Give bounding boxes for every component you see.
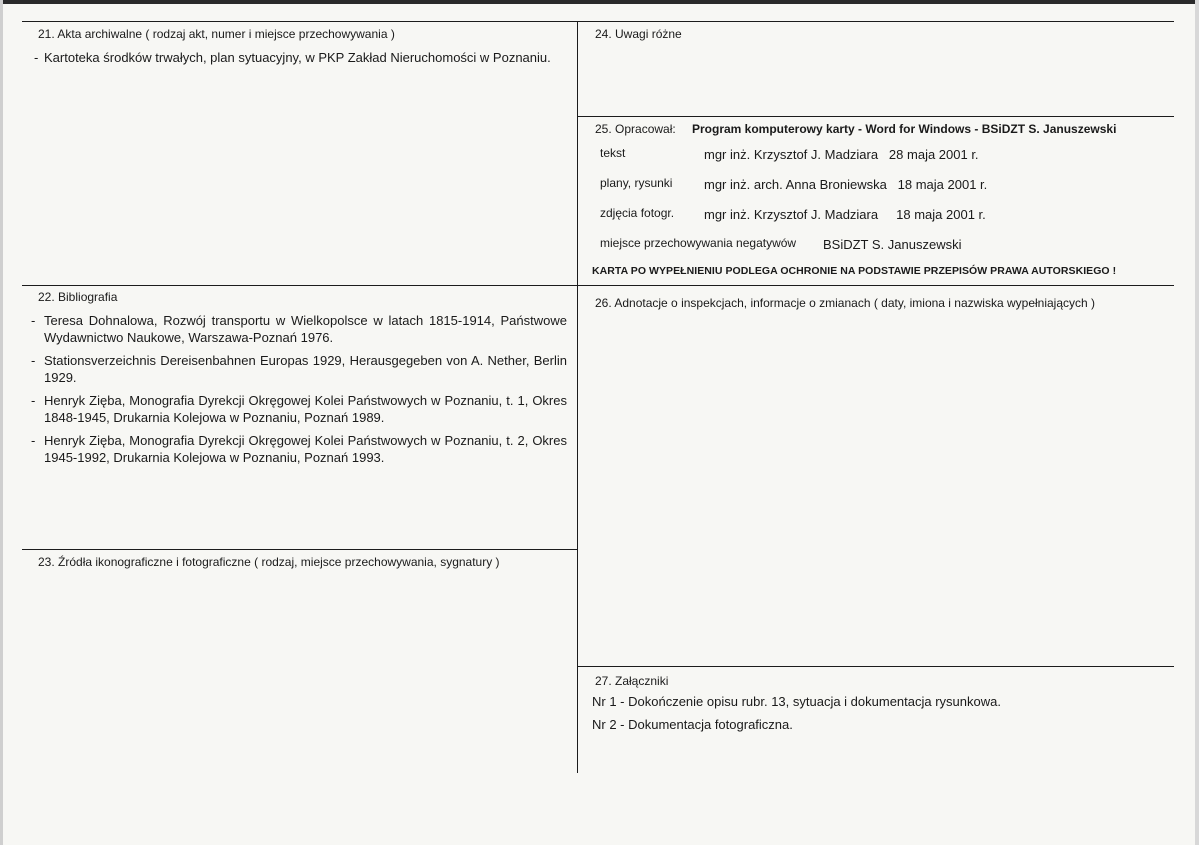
negatives-location-value: BSiDZT S. Januszewski: [823, 237, 962, 252]
section-21-item-dash: -: [34, 50, 39, 65]
author-row-label: zdjęcia fotogr.: [600, 206, 675, 220]
divider-22-23: [22, 549, 577, 550]
bibliography-item: Henryk Zięba, Monografia Dyrekcji Okręgowej Kolei Państwowych w Poznaniu, t. 1, Okres 1848-1945, Drukarnia Kolejowa w Poznaniu, Poznań 1989.: [44, 393, 567, 425]
bibliography-item-dash: -: [31, 393, 36, 408]
form-column-divider: [577, 21, 578, 773]
author-row-value: mgr inż. Krzysztof J. Madziara 28 maja 2001 r.: [704, 147, 979, 162]
section-25-program: Program komputerowy karty - Word for Windows - BSiDZT S. Januszewski: [692, 122, 1117, 136]
section-23-heading: 23. Źródła ikonograficzne i fotograficzne ( rodzaj, miejsce przechowywania, sygnatury ): [38, 555, 500, 569]
section-22-heading: 22. Bibliografia: [38, 290, 118, 304]
divider-21-22: [22, 285, 1174, 286]
author-row-label: plany, rysunki: [600, 176, 673, 190]
negatives-location-label: miejsce przechowywania negatywów: [600, 236, 797, 250]
scan-left-edge: [0, 0, 3, 845]
divider-26-27: [578, 666, 1174, 667]
scan-right-edge: [1195, 0, 1199, 845]
bibliography-item-dash: -: [31, 353, 36, 368]
attachment-item: Nr 2 - Dokumentacja fotograficzna.: [592, 717, 793, 732]
author-row-value: mgr inż. Krzysztof J. Madziara 18 maja 2001 r.: [704, 207, 986, 222]
section-21-item: Kartoteka środków trwałych, plan sytuacyjny, w PKP Zakład Nieruchomości w Poznaniu.: [44, 50, 551, 65]
author-row-label: tekst: [600, 146, 626, 160]
bibliography-item-dash: -: [31, 433, 36, 448]
copyright-notice: KARTA PO WYPEŁNIENIU PODLEGA OCHRONIE NA PODSTAWIE PRZEPISÓW PRAWA AUTORSKIEGO !: [592, 265, 1117, 277]
bibliography-item: Teresa Dohnalowa, Rozwój transportu w Wielkopolsce w latach 1815-1914, Państwowe Wydawnictwo Naukowe, Warszawa-Poznań 1976.: [44, 313, 567, 345]
attachment-item: Nr 1 - Dokończenie opisu rubr. 13, sytuacja i dokumentacja rysunkowa.: [592, 694, 1001, 709]
bibliography-item-dash: -: [31, 313, 36, 328]
top-border: [22, 21, 1174, 22]
scan-top-edge: [0, 0, 1199, 4]
bibliography-item: Henryk Zięba, Monografia Dyrekcji Okręgowej Kolei Państwowych w Poznaniu, t. 2, Okres 1945-1992, Drukarnia Kolejowa w Poznaniu, Poznań 1993.: [44, 433, 567, 465]
divider-24-25: [578, 116, 1174, 117]
bibliography-item: Stationsverzeichnis Dereisenbahnen Europas 1929, Herausgegeben von A. Nether, Berlin 1929.: [44, 353, 567, 385]
section-26-heading: 26. Adnotacje o inspekcjach, informacje o zmianach ( daty, imiona i nazwiska wypełniających ): [595, 296, 1096, 310]
section-25-label: 25. Opracował:: [595, 122, 676, 136]
author-row-value: mgr inż. arch. Anna Broniewska 18 maja 2001 r.: [704, 177, 988, 192]
section-21-heading: 21. Akta archiwalne ( rodzaj akt, numer i miejsce przechowywania ): [38, 27, 395, 41]
section-27-heading: 27. Załączniki: [595, 674, 669, 688]
section-24-heading: 24. Uwagi różne: [595, 27, 682, 41]
